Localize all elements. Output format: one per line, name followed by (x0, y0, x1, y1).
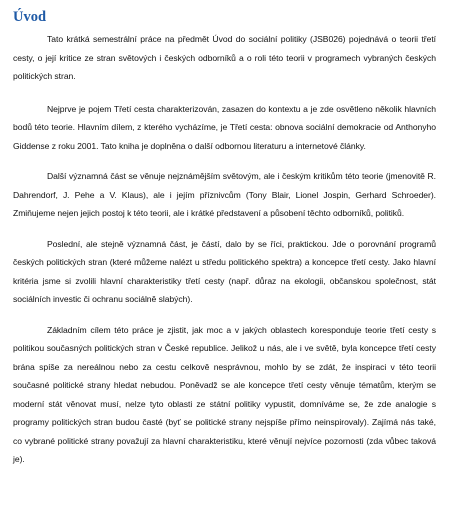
paragraph-4: Poslední, ale stejně významná část, je částí, dalo by se říci, praktickou. Jde o porovnání programů českých politických stran (které můžeme nalézt u středu politického spektra) a koncepce třetí cesty. Jako hlavní kritéria jsme si zvolili hlavní charakteristiky třetí cesty (např. důraz na ekologii, občanskou společnost, stát sociálních investic či ochranu sociálně slabých). (13, 238, 436, 304)
paragraph-5: Základním cílem této práce je zjistit, jak moc a v jakých oblastech koresponduje teorie třetí cesty s politikou současných politických stran v České republice. Jelikož u nás, ale i ve světě, byla koncepce třetí cesty brána spíše za nereálnou nebo za cestu celkově nesprávnou, mohlo by se zdát, že inspiraci v této teorii současné politické strany hledat nebudou. Poněvadž se ale koncepce třetí cesty věnuje tématům, kterým se moderní stát věnovat musí, nelze tyto oblasti ze státní politiky vypustit, domníváme se, že zde analogie s programy politických stran budou časté (byť se politické strany nejspíše přímo neinspirovaly). Zajímá nás také, co vybrané politické strany považují za hlavní charakteristiku, které věnují nejvíce pozornosti (zda vůbec taková je). (13, 324, 436, 464)
paragraph-2: Nejprve je pojem Třetí cesta charakterizován, zasazen do kontextu a je zde osvětleno několik hlavních bodů této teorie. Hlavním dílem, z kterého vycházíme, je Třetí cesta: obnova sociální demokracie od Anthonyho Giddense z roku 2001. Tato kniha je doplněna o další odbornou literaturu a internetové články. (13, 103, 436, 151)
section-heading: Úvod (13, 9, 47, 25)
paragraph-3: Další významná část se věnuje nejznámějším světovým, ale i českým kritikům této teorie (jmenovitě R. Dahrendorf, J. Pehe a V. Klaus), ale i jejím příznivcům (Tony Blair, Lionel Jospin, Gerhard Schroeder). Zmiňujeme nejen jejich postoj k této teorii, ale i krátké představení a působení těchto odborníků, politiků. (13, 171, 436, 218)
paragraph-1: Tato krátká semestrální práce na předmět Úvod do sociální politiky (JSB026) pojednává o teorii třetí cesty, o její kritice ze stran světových i českých odborníků a o roli této teorii v programech vybraných českých politických stran. (13, 34, 436, 81)
